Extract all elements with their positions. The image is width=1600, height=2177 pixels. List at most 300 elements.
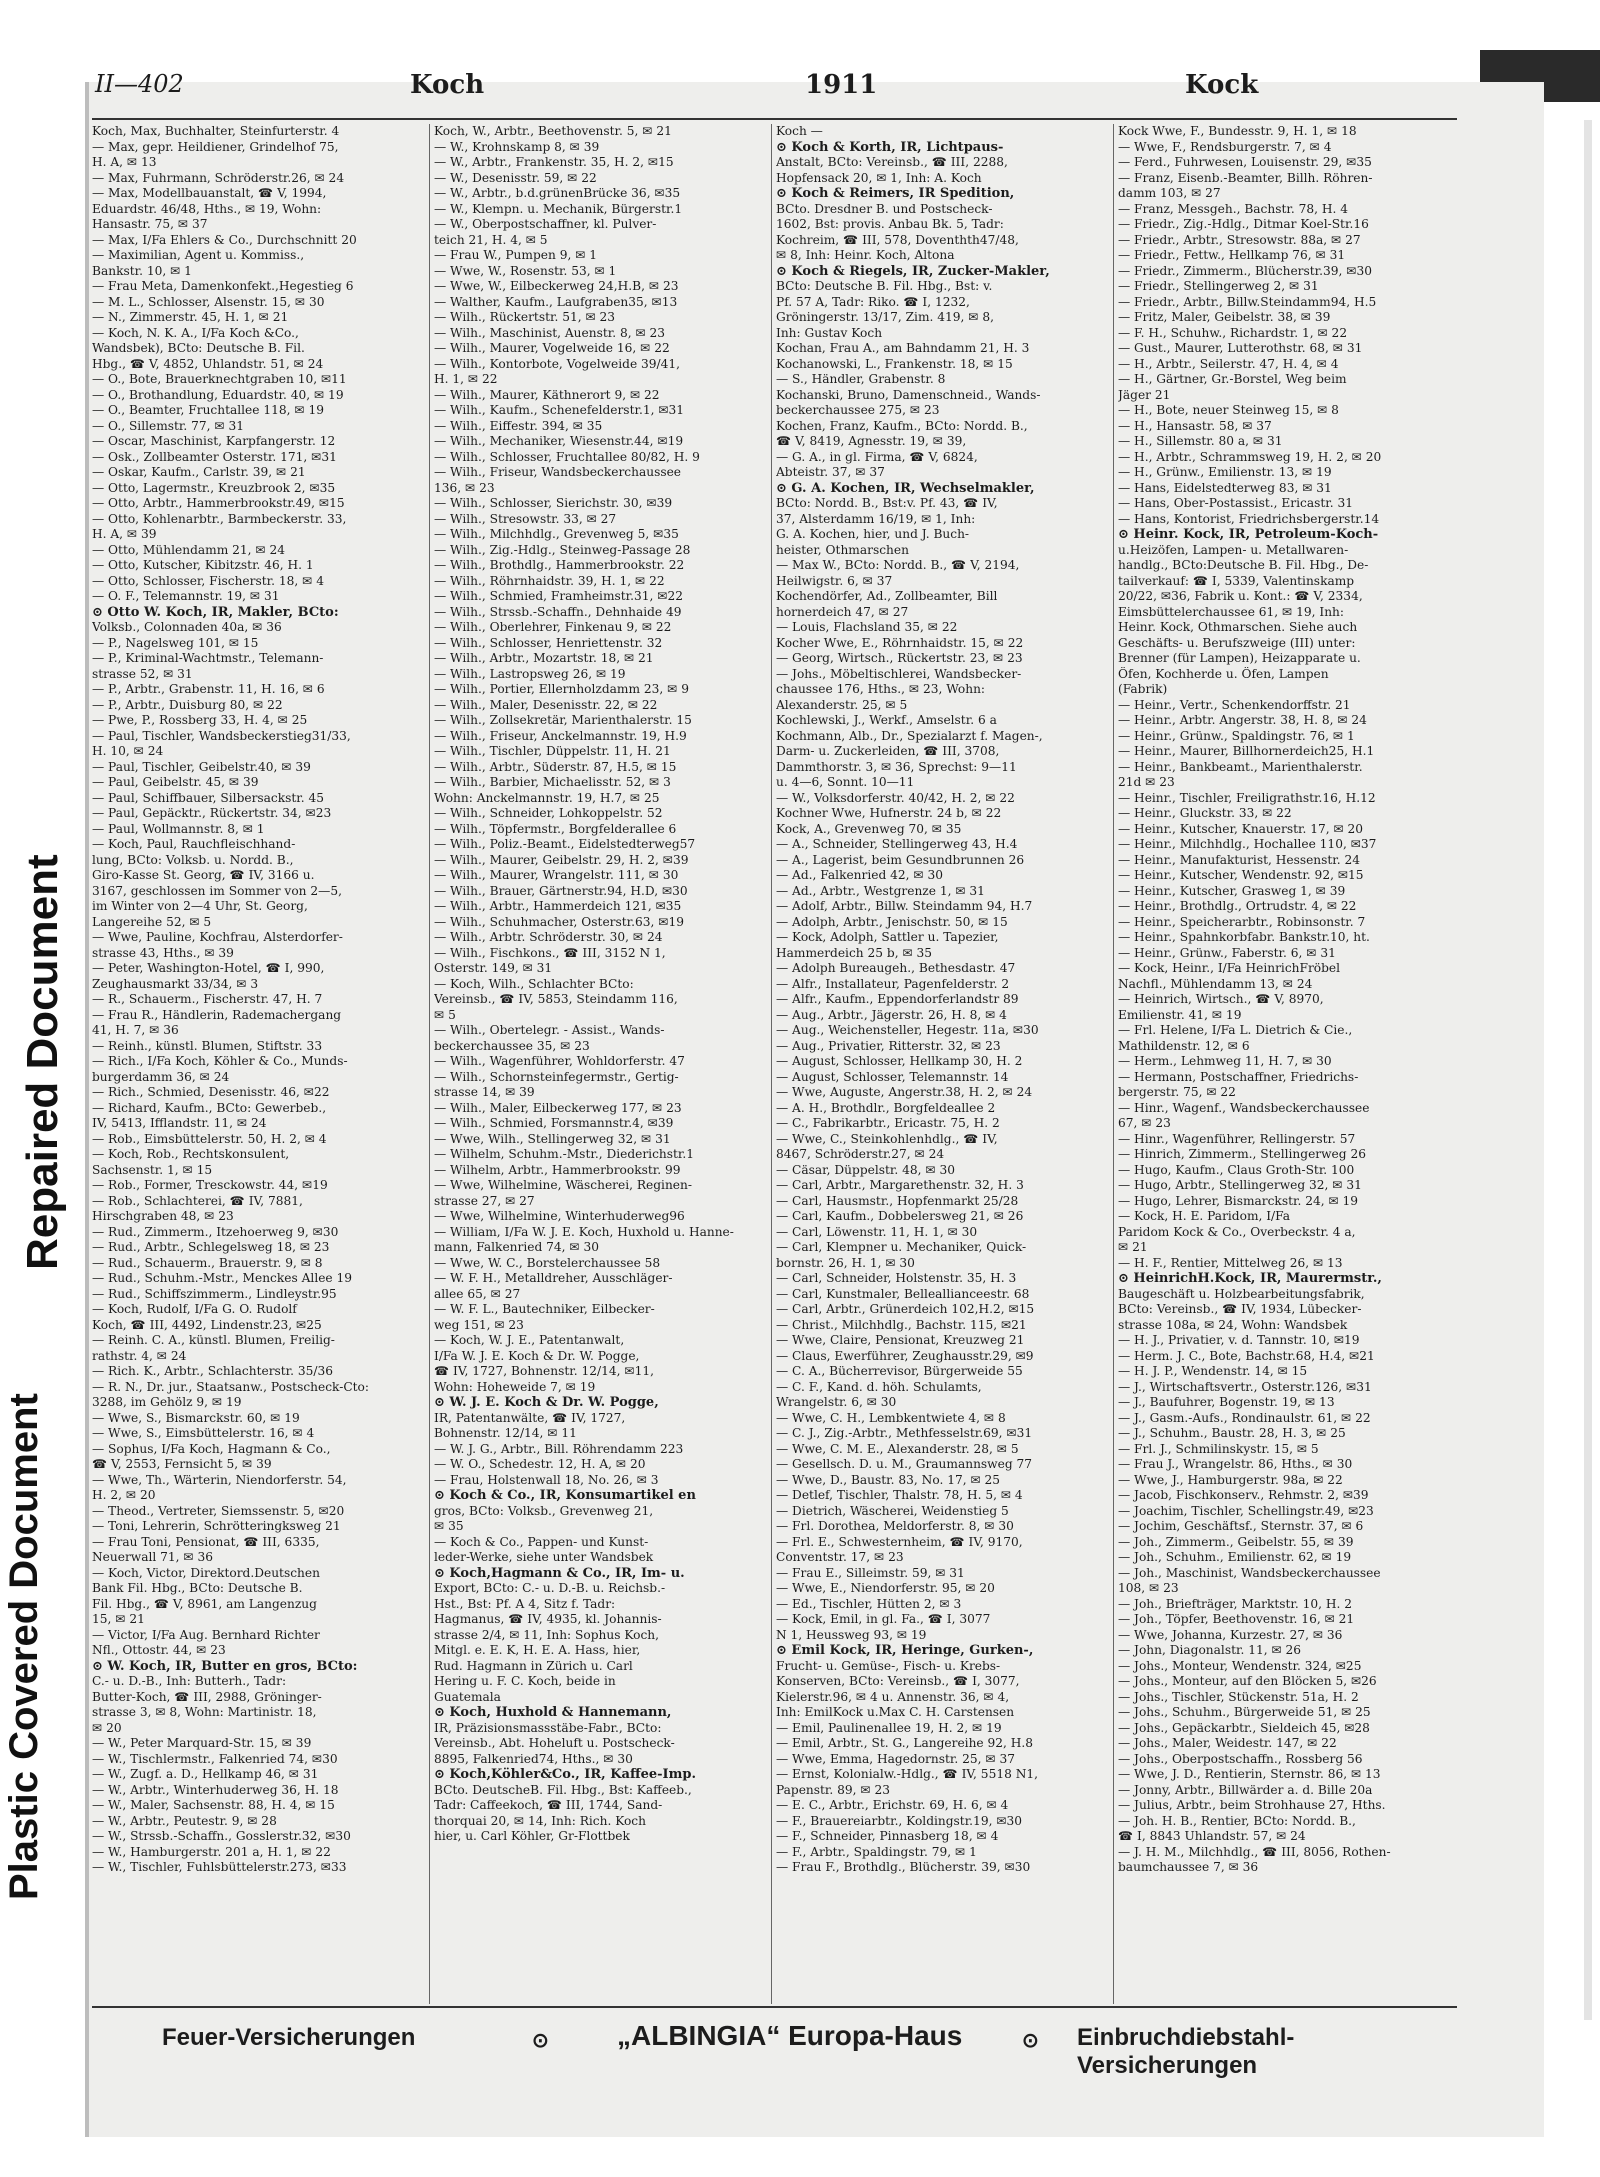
directory-entry: gros, BCto: Volksb., Grevenweg 21, [434,1503,654,1518]
directory-entry: — W. F. L., Bautechniker, Eilbecker- [434,1302,655,1316]
directory-entry: — Wilh., Barbier, Michaelisstr. 52, ✉ 3 [434,775,671,789]
directory-entry: — E. C., Arbtr., Erichstr. 69, H. 6, ✉ 4 [776,1798,1009,1812]
directory-entry: Bohnenstr. 12/14, ✉ 11 [434,1426,577,1440]
directory-entry: — August, Schlosser, Hellkamp 30, H. 2 [776,1054,1023,1068]
directory-entry: — Frau R., Händlerin, Rademachergang [92,1007,342,1022]
directory-entry: — Aug., Privatier, Ritterstr. 32, ✉ 23 [776,1038,1001,1053]
directory-entry: ✉ 21 [1118,1240,1148,1254]
directory-entry: Kochanowski, L., Frankenstr. 18, ✉ 15 [776,356,1013,371]
directory-entry: — Wilh., Schmied, Forsmannstr.4, ✉39 [434,1116,674,1130]
directory-entry: — P., Arbtr., Grabenstr. 11, H. 16, ✉ 6 [92,682,325,696]
directory-entry: ⊙ Koch & Korth, IR, Lichtpaus- [776,139,1004,155]
directory-entry: — Adolph Bureaugeh., Bethesdastr. 47 [776,961,1016,975]
directory-entry: — Kock, Emil, in gl. Fa., ☎ I, 3077 [776,1612,991,1626]
directory-entry: — Joh., Töpfer, Beethovenstr. 16, ✉ 21 [1118,1612,1355,1626]
directory-entry: — Ad., Falkenried 42, ✉ 30 [776,868,943,882]
directory-entry: — Heinr., Manufakturist, Hessenstr. 24 [1118,852,1361,867]
directory-entry: Kochlewski, J., Werkf., Amselstr. 6 a [776,713,997,727]
directory-entry: — Paul, Tischler, Wandsbeckerstieg31/33, [92,728,351,743]
directory-entry: — Carl, Löwenstr. 11, H. 1, ✉ 30 [776,1224,978,1239]
directory-entry: — Johs., Maler, Weidestr. 147, ✉ 22 [1118,1736,1337,1750]
directory-entry: — Oscar, Maschinist, Karpfangerstr. 12 [92,434,336,448]
directory-entry: Koch, Max, Buchhalter, Steinfurterstr. 4 [92,124,340,138]
directory-entry: BCto. DeutscheB. Fil. Hbg., Bst: Kaffeeb., [434,1782,692,1797]
directory-entry: IR, Patentanwälte, ☎ IV, 1727, [434,1410,626,1425]
directory-entry: — Wilh., Lastropsweg 26, ✉ 19 [434,666,626,681]
directory-entry: — Aug., Arbtr., Jägerstr. 26, H. 8, ✉ 4 [776,1007,1007,1022]
plastic-covered-label: Plastic Covered Document [2,1393,46,1900]
directory-entry: — Wilh., Poliz.-Beamt., Eidelstedterweg57 [434,837,696,851]
directory-entry: — Frau W., Pumpen 9, ✉ 1 [434,248,598,262]
directory-entry: — Maximilian, Agent u. Kommiss., [92,248,305,262]
directory-entry: — Wwe, W., Eilbeckerweg 24,H.B, ✉ 23 [434,279,679,293]
directory-entry: — F., Brauereiarbtr., Koldingstr.19, ✉30 [776,1813,1023,1828]
directory-entry: ☎ IV, 1727, Bohnenstr. 12/14, ✉11, [434,1364,654,1378]
directory-entry: — C. J., Zig.-Arbtr., Methfesselstr.69, ✉31 [776,1426,1033,1440]
directory-entry: — P., Kriminal-Wachtmstr., Telemann- [92,651,324,665]
directory-entry: — J., Wirtschaftsvertr., Osterstr.126, ✉31 [1118,1379,1372,1394]
directory-entry: — Emil, Paulinenallee 19, H. 2, ✉ 19 [776,1720,1002,1735]
directory-entry: Kock, A., Grevenweg 70, ✉ 35 [776,821,962,836]
directory-entry: — Wilh., Arbtr., Mozartstr. 18, ✉ 21 [434,651,654,665]
directory-entry: Frucht- u. Gemüse-, Fisch- u. Krebs- [776,1658,1001,1673]
directory-entry: — Wwe, Wilhelmine, Wäscherei, Reginen- [434,1178,692,1192]
directory-entry: — S., Händler, Grabenstr. 8 [776,372,946,386]
directory-entry: ⊙ W. Koch, IR, Butter en gros, BCto: [92,1658,358,1674]
directory-entry: lung, BCto: Volksb. u. Nordd. B., [92,852,294,867]
directory-entry: — Max, Fuhrmann, Schröderstr.26, ✉ 24 [92,170,345,185]
directory-entry: — Frl. Helene, I/Fa L. Dietrich & Cie., [1118,1023,1353,1037]
directory-entry: Hammerdeich 25 b, ✉ 35 [776,945,933,960]
column-divider [429,124,430,2004]
directory-entry: — Wilh., Schmied, Framheimstr.31, ✉22 [434,589,683,603]
directory-entry: Pf. 57 A, Tadr: Riko. ☎ I, 1232, [776,294,970,309]
directory-entry: Mathildenstr. 12, ✉ 6 [1118,1038,1250,1053]
directory-entry: — H., Arbtr., Seilerstr. 47, H. 4, ✉ 4 [1118,356,1339,371]
directory-entry: — Reinh., künstl. Blumen, Stiftstr. 33 [92,1038,323,1053]
directory-entry: ⊙ Koch,Hagmann & Co., IR, Im- u. [434,1565,685,1581]
directory-entry: 3167, geschlossen im Sommer von 2—5, [92,883,342,898]
directory-entry: beckerchaussee 275, ✉ 23 [776,403,940,417]
directory-entry: — Detlef, Tischler, Thalstr. 78, H. 5, ✉ 4 [776,1488,1023,1502]
directory-entry: — Rich., Schmied, Desenisstr. 46, ✉22 [92,1085,330,1099]
directory-entry: — Koch & Co., Pappen- und Kunst- [434,1534,649,1549]
directory-entry: — Alfr., Kaufm., Eppendorferlandstr 89 [776,992,1019,1006]
directory-entry: ☎ V, 8419, Agnesstr. 19, ✉ 39, [776,434,967,448]
directory-entry: ✉ 20 [92,1720,122,1735]
directory-entry: — Jacob, Fischkonserv., Rehmstr. 2, ✉39 [1118,1488,1369,1502]
directory-entry: — W., Klempn. u. Mechanik, Bürgerstr.1 [434,201,683,216]
directory-entry: mann, Falkenried 74, ✉ 30 [434,1240,599,1254]
directory-entry: — Hugo, Arbtr., Stellingerweg 32, ✉ 31 [1118,1178,1362,1192]
directory-entry: Kochanski, Bruno, Damenschneid., Wands- [776,387,1041,402]
directory-entry: 1602, Bst: provis. Anbau Bk. 5, Tadr: [776,217,1004,231]
directory-entry: Gröningerstr. 13/17, Zim. 419, ✉ 8, [776,310,994,324]
directory-entry: ✉ 8, Inh: Heinr. Koch, Altona [776,248,955,262]
directory-entry: — Friedr., Arbtr., Billw.Steindamm94, H.5 [1118,294,1377,309]
advertisement-footer [92,2018,1457,2079]
directory-entry: — Wilh., Tischler, Düppelstr. 11, H. 21 [434,744,671,758]
footer-bullet-icon: ⊙ [532,2030,549,2052]
directory-entry: — Otto, Kutscher, Kibitzstr. 46, H. 1 [92,558,314,572]
directory-entry: — Cäsar, Düppelstr. 48, ✉ 30 [776,1162,955,1177]
directory-entry: — Heinr., Bankbeamt., Marienthalerstr. [1118,759,1363,774]
directory-entry: — Friedr., Arbtr., Stresowstr. 88a, ✉ 27 [1118,232,1361,247]
header-right-word: Kock [1185,70,1259,100]
directory-entry: hier, u. Carl Köhler, Gr-Flottbek [434,1829,630,1843]
directory-entry: — Joh., Briefträger, Marktstr. 10, H. 2 [1118,1596,1353,1611]
directory-entry: — J., Baufuhrer, Bogenstr. 19, ✉ 13 [1118,1395,1335,1409]
directory-entry: — H., Sillemstr. 80 a, ✉ 31 [1118,434,1283,448]
page-number: II—402 [95,70,184,98]
directory-entry: — Frau E., Silleimstr. 59, ✉ 31 [776,1565,965,1580]
directory-entry: Nfl., Ottostr. 44, ✉ 23 [92,1643,226,1657]
directory-entry: — Koch, W. J. E., Patentanwalt, [434,1333,625,1347]
directory-entry: — Walther, Kaufm., Laufgraben35, ✉13 [434,294,678,309]
directory-entry: — Wwe, D., Baustr. 83, No. 17, ✉ 25 [776,1472,1001,1487]
directory-column-3 [776,124,1108,2004]
directory-entry: — Koch, Paul, Rauchfleischhand- [92,837,296,851]
directory-entry: — Otto, Arbtr., Hammerbrookstr.49, ✉15 [92,496,345,510]
directory-entry: — Heinr., Grünw., Faberstr. 6, ✉ 31 [1118,945,1336,960]
directory-entry: tailverkauf: ☎ I, 5339, Valentinskamp [1118,573,1355,588]
directory-entry: — M. L., Schlosser, Alsenstr. 15, ✉ 30 [92,294,325,309]
directory-entry: — Paul, Tischler, Geibelstr.40, ✉ 39 [92,759,311,774]
directory-entry: ✉ 35 [434,1519,464,1533]
directory-entry: — Wwe, J., Hamburgerstr. 98a, ✉ 22 [1118,1472,1343,1487]
directory-entry: Eimsbüttelerchaussee 61, ✉ 19, Inh: [1118,604,1345,619]
directory-entry: — Max, gepr. Heildiener, Grindelhof 75, [92,139,339,154]
directory-entry: — Carl, Arbtr., Grünerdeich 102,H.2, ✉15 [776,1302,1035,1316]
header-year: 1911 [805,70,878,100]
directory-entry: — Rud., Zimmerm., Itzehoerweg 9, ✉30 [92,1224,339,1239]
directory-entry: — Wwe, J. D., Rentierin, Sternstr. 86, ✉ 13 [1118,1767,1381,1781]
directory-entry: baumchaussee 7, ✉ 36 [1118,1860,1259,1874]
directory-entry: — P., Arbtr., Duisburg 80, ✉ 22 [92,697,283,712]
directory-entry: — Wwe, Wilhelmine, Winterhuderweg96 [434,1209,685,1223]
directory-entry: — John, Diagonalstr. 11, ✉ 26 [1118,1643,1302,1657]
directory-entry: — Wilh., Zollsekretär, Marienthalerstr. 15 [434,713,692,727]
directory-entry: — Dietrich, Wäscherei, Weidenstieg 5 [776,1503,1009,1518]
directory-entry: — Heinr., Kutscher, Grasweg 1, ✉ 39 [1118,883,1346,898]
directory-entry: ⊙ G. A. Kochen, IR, Wechselmakler, [776,480,1035,496]
directory-entry: — Wwe, Th., Wärterin, Niendorferstr. 54, [92,1472,347,1487]
directory-entry: — Wilhelm, Schuhm.-Mstr., Diederichstr.1 [434,1147,695,1161]
directory-entry: — Kock, Heinr., I/Fa HeinrichFröbel [1118,961,1341,975]
directory-entry: — W., Krohnskamp 8, ✉ 39 [434,139,600,154]
directory-entry: — G. A., in gl. Firma, ☎ V, 6824, [776,449,978,464]
directory-entry: — W. F. H., Metalldreher, Ausschläger- [434,1271,673,1285]
directory-entry: Kochen, Franz, Kaufm., BCto: Nordd. B., [776,418,1028,433]
directory-entry: — R., Schauerm., Fischerstr. 47, H. 7 [92,992,323,1006]
directory-entry: H. A, ✉ 13 [92,155,157,169]
directory-entry: Emilienstr. 41, ✉ 19 [1118,1007,1242,1022]
footer-rule [92,2006,1457,2008]
directory-entry: — Frau J., Wrangelstr. 86, Hths., ✉ 30 [1118,1457,1353,1471]
directory-entry: — Wilh., Eiffestr. 394, ✉ 35 [434,418,603,433]
directory-entry: Rud. Hagmann in Zürich u. Carl [434,1658,633,1673]
directory-entry: strasse 27, ✉ 27 [434,1193,535,1208]
directory-entry: — W., Oberpostschaffner, kl. Pulver- [434,217,657,231]
directory-entry: — Carl, Klempner u. Mechaniker, Quick- [776,1240,1027,1254]
directory-entry: Kochmann, Alb., Dr., Spezialarzt f. Magen-, [776,728,1043,743]
directory-entry: 8895, Falkenried74, Hths., ✉ 30 [434,1751,633,1766]
directory-entry: strasse 108a, ✉ 24, Wohn: Wandsbek [1118,1317,1348,1332]
directory-entry: Kochendörfer, Ad., Zollbeamter, Bill [776,589,998,603]
directory-entry: Conventstr. 17, ✉ 23 [776,1550,904,1564]
directory-entry: — Heinr., Kutscher, Knauerstr. 17, ✉ 20 [1118,821,1364,836]
directory-entry: Heilwigstr. 6, ✉ 37 [776,573,893,588]
directory-entry: — Frau Toni, Pensionat, ☎ III, 6335, [92,1534,320,1549]
directory-entry: — Wilh., Arbtr., Hammerdeich 121, ✉35 [434,899,682,913]
directory-entry: — Hans, Ober-Postassist., Ericastr. 31 [1118,496,1354,510]
directory-entry: 67, ✉ 23 [1118,1116,1171,1130]
directory-entry: — Wilh., Obertelegr. - Assist., Wands- [434,1023,665,1037]
directory-entry: damm 103, ✉ 27 [1118,186,1221,200]
directory-entry: — Hinr., Wagenführer, Rellingerstr. 57 [1118,1131,1356,1146]
directory-entry: — H., Arbtr., Schrammsweg 19, H. 2, ✉ 20 [1118,449,1382,464]
directory-entry: — W., Tischler, Fuhlsbüttelerstr.273, ✉33 [92,1860,347,1874]
directory-entry: — Hans, Kontorist, Friedrichsbergerstr.14 [1118,511,1380,526]
directory-entry: strasse 43, Hths., ✉ 39 [92,945,234,960]
directory-entry: — Ernst, Kolonialw.-Hdlg., ☎ IV, 5518 N1, [776,1767,1038,1781]
directory-entry: — Herm., Lehmweg 11, H. 7, ✉ 30 [1118,1054,1332,1068]
directory-entry: — Joh., Maschinist, Wandsbeckerchaussee [1118,1565,1381,1580]
directory-entry: — Fritz, Maler, Geibelstr. 38, ✉ 39 [1118,310,1331,324]
directory-entry: Hirschgraben 48, ✉ 23 [92,1209,234,1223]
directory-entry: — Wilh., Portier, Ellernholzdamm 23, ✉ 9 [434,682,689,696]
directory-entry: — Louis, Flachsland 35, ✉ 22 [776,620,958,634]
directory-entry: — Paul, Gepäcktr., Rückertstr. 34, ✉23 [92,806,332,820]
directory-entry: G. A. Kochen, hier, und J. Buch- [776,527,970,541]
directory-entry: — Hugo, Kaufm., Claus Groth-Str. 100 [1118,1162,1355,1177]
directory-entry: bergerstr. 75, ✉ 22 [1118,1085,1236,1099]
directory-entry: — Friedr., Zig.-Hdlg., Ditmar Koel-Str.16 [1118,217,1369,231]
directory-entry: Guatemala [434,1689,501,1704]
directory-entry: — J. H. M., Milchhdlg., ☎ III, 8056, Rothen- [1118,1844,1391,1859]
directory-entry: Konserven, BCto: Vereinsb., ☎ I, 3077, [776,1674,1020,1688]
directory-entry: — Wilh., Maurer, Käthnerort 9, ✉ 22 [434,387,660,402]
directory-entry: — Christ., Milchhdlg., Bachstr. 115, ✉21 [776,1317,1027,1332]
directory-entry: handlg., BCto:Deutsche B. Fil. Hbg., De- [1118,558,1369,572]
directory-entry: — O. F., Telemannstr. 19, ✉ 31 [92,589,280,603]
directory-entry: — W., Peter Marquard-Str. 15, ✉ 39 [92,1736,312,1750]
directory-entry: 15, ✉ 21 [92,1612,145,1626]
directory-entry: — Wilh., Friseur, Anckelmannstr. 19, H.9 [434,728,687,743]
directory-entry: — Wilh., Arbtr., Süderstr. 87, H.5, ✉ 15 [434,759,677,774]
directory-entry: heister, Othmarschen [776,542,909,557]
directory-entry: — Koch, Rudolf, I/Fa G. O. Rudolf [92,1302,297,1316]
directory-entry: — Otto, Kohlenarbtr., Barmbeckerstr. 33, [92,511,347,526]
directory-entry: — F. H., Schuhw., Richardstr. 1, ✉ 22 [1118,325,1348,340]
directory-entry: — Johs., Monteur, Wendenstr. 324, ✉25 [1118,1658,1362,1673]
directory-entry: — W., Zugf. a. D., Hellkamp 46, ✉ 31 [92,1767,319,1781]
directory-entry: — W., Desenisstr. 59, ✉ 22 [434,170,597,185]
directory-entry: — W., Arbtr., Winterhuderweg 36, H. 18 [92,1782,339,1797]
directory-entry: strasse 52, ✉ 31 [92,666,193,681]
directory-entry: u. 4—6, Sonnt. 10—11 [776,775,915,789]
directory-entry: Jäger 21 [1118,387,1171,402]
directory-entry: weg 151, ✉ 23 [434,1317,524,1332]
directory-entry: — Jochim, Geschäftsf., Sternstr. 37, ✉ 6 [1118,1519,1364,1533]
directory-entry: Langereihe 52, ✉ 5 [92,914,212,929]
directory-entry: — Herm. J. C., Bote, Bachstr.68, H.4, ✉21 [1118,1348,1375,1363]
directory-entry: — Rud., Schiffszimmerm., Lindleystr.95 [92,1286,337,1301]
directory-entry: Kock Wwe, F., Bundesstr. 9, H. 1, ✉ 18 [1118,124,1357,138]
directory-entry: — Carl, Schneider, Holstenstr. 35, H. 3 [776,1271,1017,1285]
directory-entry: — Heinr., Brothdlg., Ortrudstr. 4, ✉ 22 [1118,899,1357,913]
directory-entry: (Fabrik) [1118,682,1168,696]
directory-entry: — Otto, Mühlendamm 21, ✉ 24 [92,542,285,557]
directory-entry: — Koch, N. K. A., I/Fa Koch &Co., [92,325,299,340]
header-left-word: Koch [410,70,485,100]
directory-entry: Sachsenstr. 1, ✉ 15 [92,1162,213,1177]
directory-entry: — W. O., Schedestr. 12, H. A, ✉ 20 [434,1457,646,1471]
directory-entry: ⊙ Emil Kock, IR, Heringe, Gurken-, [776,1643,1034,1658]
directory-entry: — R. N., Dr. jur., Staatsanw., Postscheck-Cto: [92,1379,370,1394]
directory-entry: — Heinr., Tischler, Freiligrathstr.16, H.12 [1118,790,1376,805]
column-divider [1113,124,1114,2004]
directory-entry: — P., Nagelsweg 101, ✉ 15 [92,635,259,650]
directory-entry: — Otto, Lagermstr., Kreuzbrook 2, ✉35 [92,480,336,495]
directory-entry: ☎ V, 2553, Fernsicht 5, ✉ 39 [92,1457,272,1471]
directory-entry: — Wilh., Maurer, Geibelstr. 29, H. 2, ✉39 [434,852,689,867]
directory-entry: Nachfl., Mühlendamm 13, ✉ 24 [1118,976,1313,991]
directory-entry: Alexanderstr. 25, ✉ 5 [776,697,908,712]
page-header [95,70,1455,110]
directory-entry: — Wilh., Friseur, Wandsbeckerchaussee [434,465,681,479]
directory-entry: strasse 2/4, ✉ 11, Inh: Sophus Koch, [434,1627,660,1642]
directory-entry: — A., Lagerist, beim Gesundbrunnen 26 [776,852,1025,867]
directory-entry: — Heinr., Spahnkorbfabr. Bankstr.10, ht. [1118,930,1370,944]
directory-entry: Öfen, Kochherde u. Öfen, Lampen [1118,666,1329,681]
directory-entry: Brenner (für Lampen), Heizapparate u. [1118,651,1361,665]
directory-entry: 8467, Schröderstr.27, ✉ 24 [776,1147,945,1161]
directory-entry: — Osk., Zollbeamter Osterstr. 171, ✉31 [92,449,337,464]
directory-entry: Kochan, Frau A., am Bahndamm 21, H. 3 [776,341,1030,355]
directory-entry: H. 1, ✉ 22 [434,372,498,386]
directory-entry: — Wwe, Auguste, Angerstr.38, H. 2, ✉ 24 [776,1085,1033,1099]
directory-entry: Heinr. Kock, Othmarschen. Siehe auch [1118,620,1358,634]
directory-entry: strasse 3, ✉ 8, Wohn: Martinistr. 18, [92,1705,317,1719]
directory-entry: — H. J. P., Wendenstr. 14, ✉ 15 [1118,1364,1308,1378]
directory-entry: — Carl, Kaufm., Dobbelersweg 21, ✉ 26 [776,1209,1024,1223]
directory-entry: — Heinr., Gluckstr. 33, ✉ 22 [1118,806,1292,820]
directory-entry: Koch — [776,124,823,138]
directory-entry: — Frau, Holstenwall 18, No. 26, ✉ 3 [434,1472,659,1487]
directory-entry: — W., Maler, Sachsenstr. 88, H. 4, ✉ 15 [92,1798,335,1812]
directory-entry: — W. J. G., Arbtr., Bill. Röhrendamm 223 [434,1441,684,1456]
directory-entry: — Gust., Maurer, Lutterothstr. 68, ✉ 31 [1118,341,1363,355]
directory-entry: BCto: Deutsche B. Fil. Hbg., Bst: v. [776,279,993,293]
directory-entry: — Wilh., Maler, Eilbeckerweg 177, ✉ 23 [434,1100,682,1115]
directory-entry: — Wilh., Schlosser, Sierichstr. 30, ✉39 [434,496,673,510]
directory-entry: — Paul, Geibelstr. 45, ✉ 39 [92,775,259,789]
directory-entry: — H., Grünw., Emilienstr. 13, ✉ 19 [1118,465,1332,479]
directory-entry: — Wilh., Schneider, Lohkoppelstr. 52 [434,806,663,820]
directory-entry: — Wilh., Rückertstr. 51, ✉ 23 [434,310,616,324]
footer-burglary-insurance: Einbruchdiebstahl-Versicherungen [1077,2024,1295,2079]
directory-entry: — Reinh. C. A., künstl. Blumen, Freilig- [92,1333,335,1347]
directory-columns [92,124,1457,2004]
directory-entry: — August, Schlosser, Telemannstr. 14 [776,1069,1009,1084]
directory-entry: — Victor, I/Fa Aug. Bernhard Richter [92,1627,320,1642]
directory-entry: — Wwe, C. H., Lembkentwiete 4, ✉ 8 [776,1410,1006,1425]
directory-entry: Koch, ☎ III, 4492, Lindenstr.23, ✉25 [92,1317,322,1332]
directory-entry: — Wilh., Schornsteinfegermstr., Gertig- [434,1069,679,1084]
directory-entry: — Wilhelm, Arbtr., Hammerbrookstr. 99 [434,1162,681,1177]
directory-entry: — Frau Meta, Damenkonfekt.,Hegestieg 6 [92,279,354,293]
directory-entry: — Rob., Eimsbüttelerstr. 50, H. 2, ✉ 4 [92,1131,327,1146]
adjacent-page-margin [1584,120,1592,2020]
directory-entry: 3288, im Gehölz 9, ✉ 19 [92,1395,242,1409]
directory-entry: — W., Hamburgerstr. 201 a, H. 1, ✉ 22 [92,1844,331,1859]
directory-entry: — Wilh., Kontorbote, Vogelweide 39/41, [434,356,681,371]
directory-entry: — Richard, Kaufm., BCto: Gewerbeb., [92,1100,327,1115]
directory-entry: BCto: Nordd. B., Bst:v. Pf. 43, ☎ IV, [776,496,998,510]
directory-entry: — Alfr., Installateur, Pagenfelderstr. 2 [776,976,1010,991]
directory-entry: 37, Alsterdamm 16/19, ✉ 1, Inh: [776,511,976,526]
directory-entry: — Wwe, W. C., Borstelerchaussee 58 [434,1255,661,1270]
repaired-label: Repaired Document [18,854,67,1270]
directory-entry: u.Heizöfen, Lampen- u. Metallwaren- [1118,542,1349,557]
directory-entry: — Rich. K., Arbtr., Schlachterstr. 35/36 [92,1364,334,1378]
directory-entry: ⊙ Heinr. Kock, IR, Petroleum-Koch- [1118,527,1379,542]
directory-entry: — Friedr., Stellingerweg 2, ✉ 31 [1118,279,1319,293]
directory-entry: — Wilh., Schlosser, Fruchtallee 80/82, H. 9 [434,449,700,464]
directory-entry: — Carl, Arbtr., Margarethenstr. 32, H. 3 [776,1178,1024,1192]
directory-entry: Bank Fil. Hbg., BCto: Deutsche B. [92,1581,303,1595]
directory-entry: Baugeschäft u. Holzbearbeitungsfabrik, [1118,1286,1365,1301]
directory-entry: — Wilh., Brothdlg., Hammerbrookstr. 22 [434,558,685,572]
directory-entry: — Heinr., Arbtr. Angerstr. 38, H. 8, ✉ 24 [1118,713,1367,727]
directory-entry: Hst., Bst: Pf. A 4, Sitz f. Tadr: [434,1596,616,1611]
directory-entry: N 1, Heussweg 93, ✉ 19 [776,1627,927,1642]
column-divider [771,124,772,2004]
directory-entry: Hbg., ☎ V, 4852, Uhlandstr. 51, ✉ 24 [92,356,324,371]
directory-entry: — Rich., I/Fa Koch, Köhler & Co., Munds- [92,1054,348,1068]
directory-entry: — W., Tischlermstr., Falkenried 74, ✉30 [92,1751,338,1766]
directory-entry: — Friedr., Fettw., Hellkamp 76, ✉ 31 [1118,248,1346,262]
directory-entry: — Heinrich, Wirtsch., ☎ V, 8970, [1118,992,1324,1006]
directory-entry: — Heinr., Kutscher, Wendenstr. 92, ✉15 [1118,868,1364,882]
directory-entry: — H. F., Rentier, Mittelweg 26, ✉ 13 [1118,1255,1343,1270]
directory-entry: — Theod., Vertreter, Siemssenstr. 5, ✉20 [92,1503,345,1518]
directory-entry: — Wilh., Röhrnhaidstr. 39, H. 1, ✉ 22 [434,573,665,588]
directory-entry: — Ed., Tischler, Hütten 2, ✉ 3 [776,1596,962,1611]
directory-entry: — Sophus, I/Fa Koch, Hagmann & Co., [92,1441,331,1456]
directory-entry: Giro-Kasse St. Georg, ☎ IV, 3166 u. [92,868,315,882]
directory-entry: Kocher Wwe, E., Röhrnhaidstr. 15, ✉ 22 [776,635,1024,650]
directory-entry: — Wilh., Zig.-Hdlg., Steinweg-Passage 28 [434,542,691,557]
directory-entry: H. 10, ✉ 24 [92,744,164,758]
directory-entry: — Johs., Gepäckarbtr., Sieldeich 45, ✉28 [1118,1720,1370,1735]
directory-entry: — Hinrich, Zimmerm., Stellingerweg 26 [1118,1147,1366,1161]
directory-entry: Volksb., Colonnaden 40a, ✉ 36 [92,620,282,634]
directory-entry: — Heinr., Maurer, Billhornerdeich25, H.1 [1118,744,1375,758]
directory-entry: — Rob., Schlachterei, ☎ IV, 7881, [92,1193,303,1208]
directory-entry: — W., Strssb.-Schaffn., Gosslerstr.32, ✉30 [92,1829,351,1843]
directory-entry: — Max, I/Fa Ehlers & Co., Durchschnitt 20 [92,232,357,247]
directory-entry: 108, ✉ 23 [1118,1581,1179,1595]
directory-entry: ✉ 5 [434,1007,456,1022]
directory-entry: H. 2, ✉ 20 [92,1488,156,1502]
directory-entry: — Hinr., Wagenf., Wandsbeckerchaussee [1118,1100,1370,1115]
footer-fire-insurance: Feuer-Versicherungen [162,2024,416,2051]
directory-entry: — O., Bote, Brauerknechtgraben 10, ✉11 [92,372,347,386]
directory-entry: ⊙ HeinrichH.Kock, IR, Maurermstr., [1118,1271,1382,1286]
directory-entry: — Joh., Zimmerm., Geibelstr. 55, ✉ 39 [1118,1534,1354,1549]
